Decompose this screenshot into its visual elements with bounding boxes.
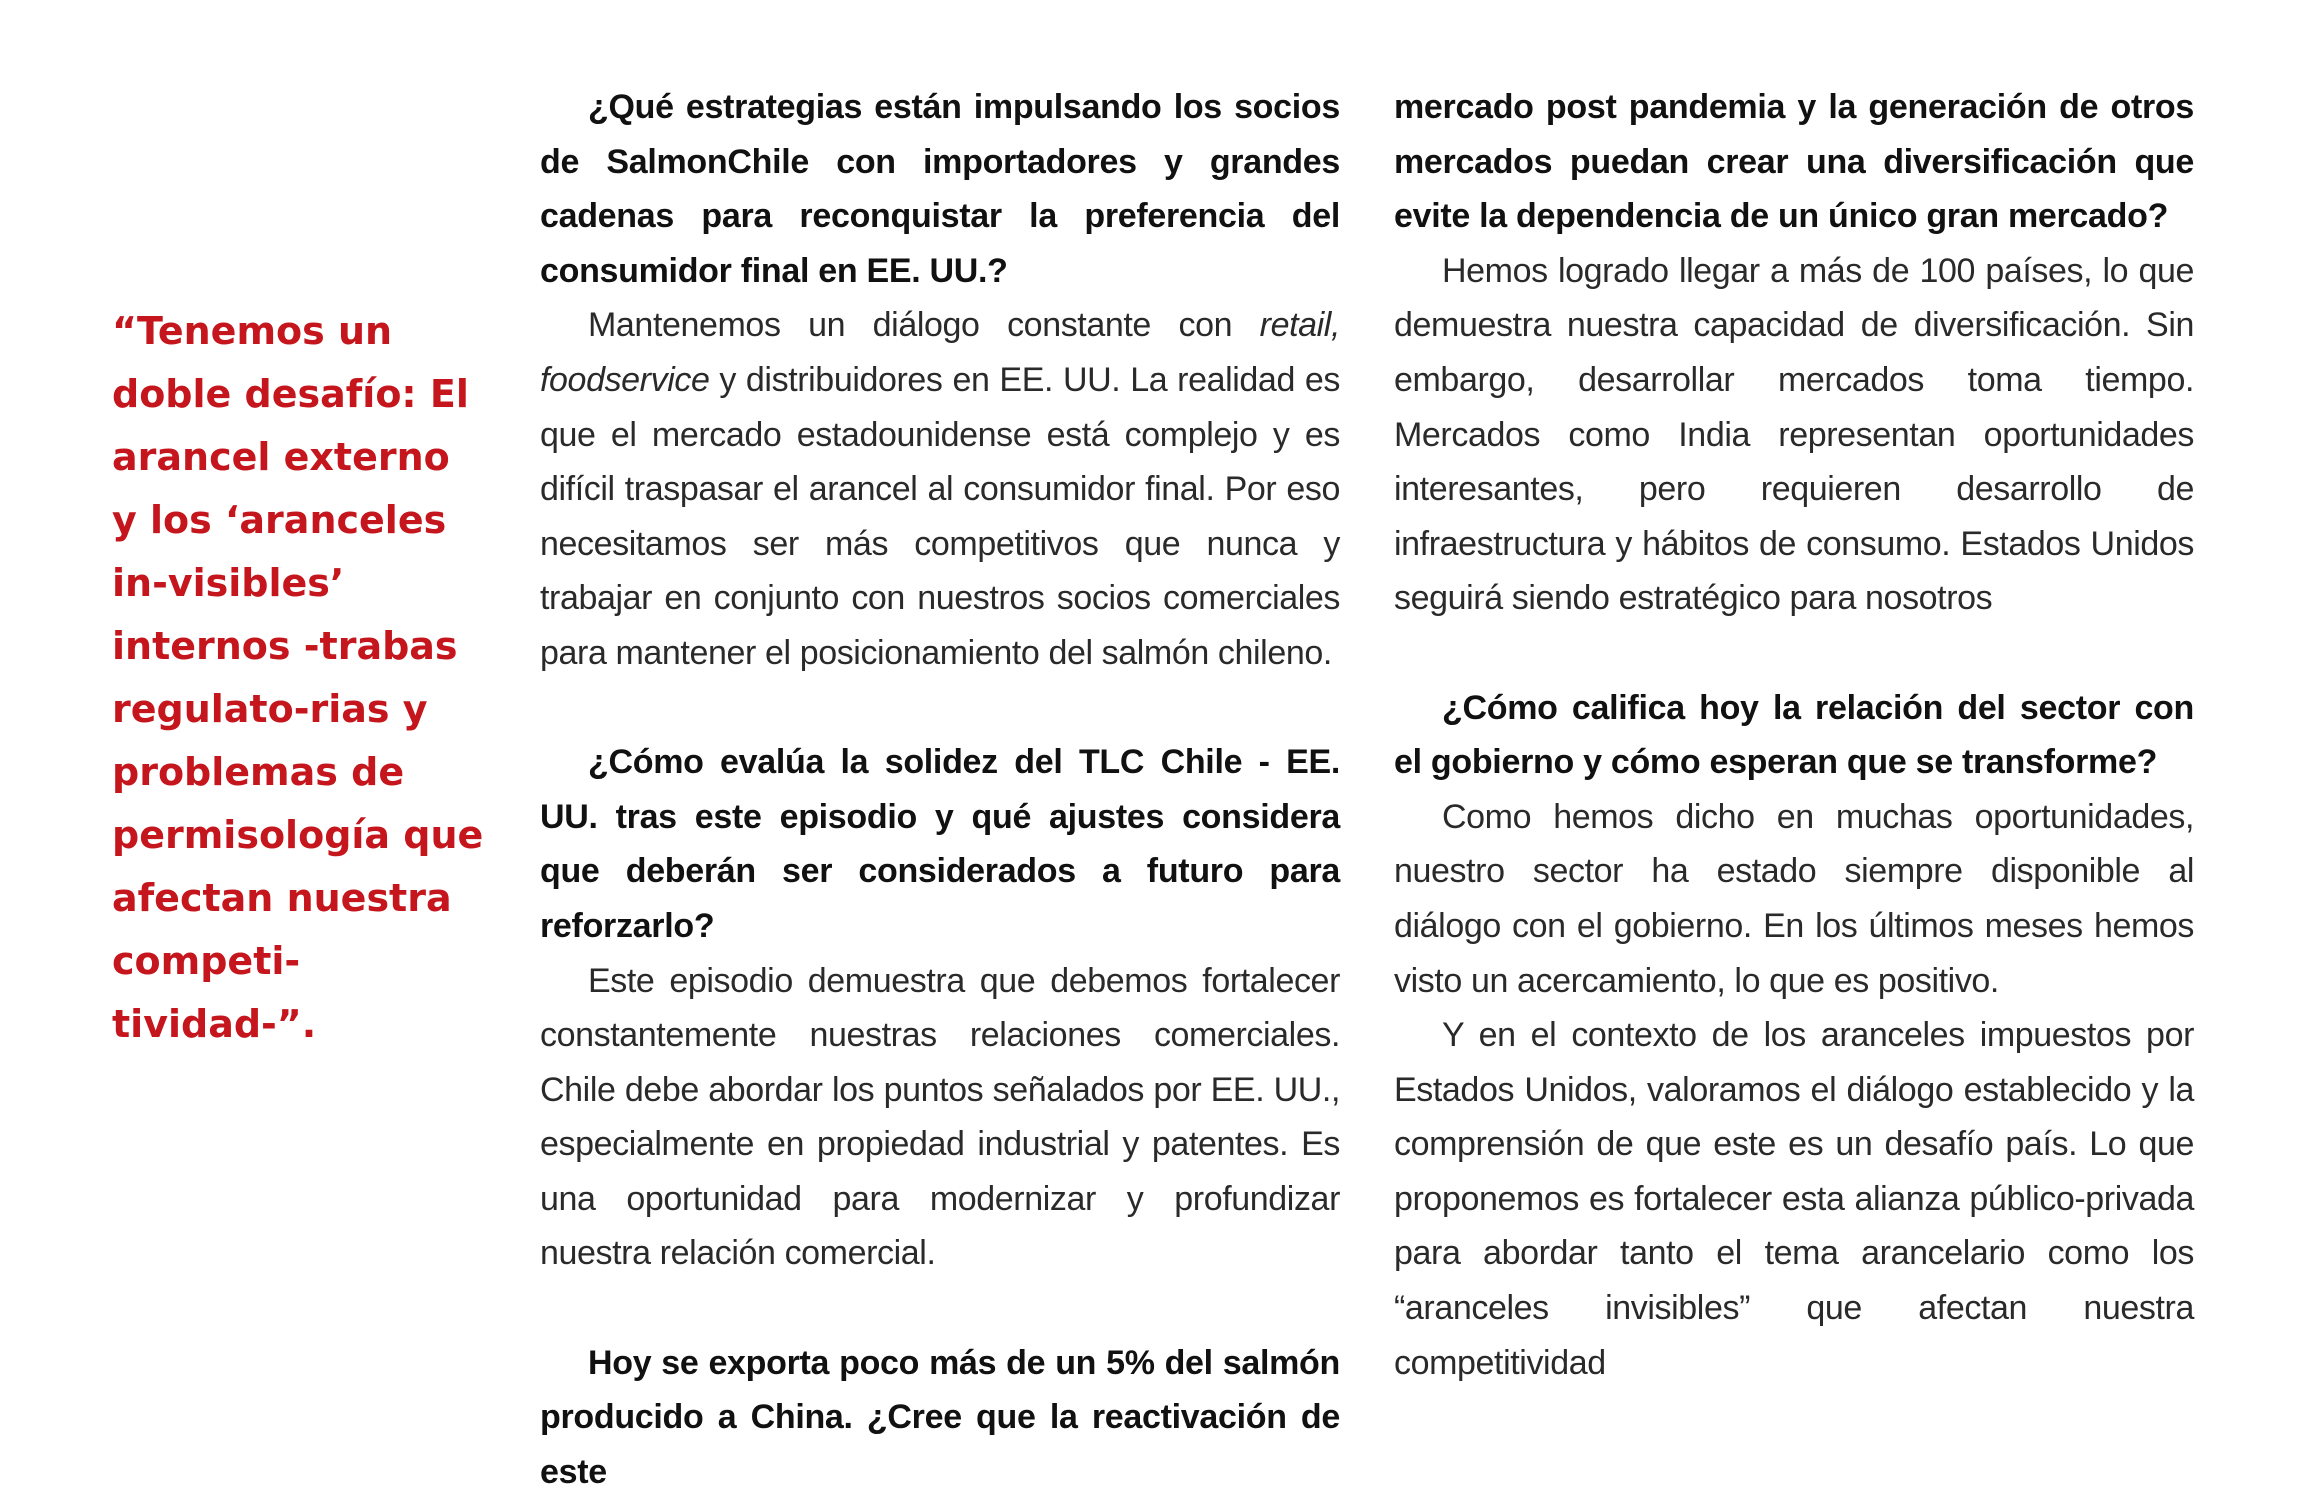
answer-tlc: Este episodio demuestra que debemos fortalecer constantemente nuestras relaciones comerciales. Chile debe abordar los puntos señalados por EE. UU., especialmente en propiedad industrial y patentes. Es una oportunidad para modernizar y profundizar nuestra relación comercial. (540, 961, 1340, 1273)
paragraph-gap (1394, 626, 2194, 681)
question-tlc: ¿Cómo evalúa la solidez del TLC Chile - EE. UU. tras este episodio y qué ajustes considera que deberán ser considerados a futuro para reforzarlo? (540, 743, 1340, 945)
paragraph-gap (540, 1281, 1340, 1336)
answer-strategies (540, 298, 1340, 680)
pull-quote: “Tenemos un doble desafío: El arancel externo y los ‘aranceles in-visibles’ internos -trabas regulato-rias y problemas de permisología que afectan nuestra competi-tividad-”. (112, 309, 484, 1046)
paragraph-gap (540, 681, 1340, 736)
answer-strategies-emphasis: retail, foodservice (540, 306, 1340, 399)
answer-strategies-start: Mantenemos un diálogo constante con (588, 306, 1260, 345)
article-column-left (540, 80, 1340, 1499)
question-strategies: ¿Qué estrategias están impulsando los socios de SalmonChile con importadores y grandes cadenas para reconquistar la preferencia del consumidor final en EE. UU.? (540, 88, 1340, 290)
question-government: ¿Cómo califica hoy la relación del sector con el gobierno y cómo esperan que se transforme? (1394, 688, 2194, 782)
question-china-end: mercado post pandemia y la generación de otros mercados puedan crear una diversificación que evite la dependencia de un único gran mercado? (1394, 88, 2194, 236)
article-column-right (1394, 80, 2194, 1390)
answer-government-2: Y en el contexto de los aranceles impuestos por Estados Unidos, valoramos el diálogo establecido y la comprensión de que este es un desafío país. Lo que proponemos es fortalecer esta alianza público-privada para abordar tanto el tema arancelario como los “aranceles invisibles” que afectan nuestra competitividad (1394, 1016, 2194, 1382)
question-china-start: Hoy se exporta poco más de un 5% del salmón producido a China. ¿Cree que la reactivación de este (540, 1343, 1340, 1491)
answer-strategies-end: y distribuidores en EE. UU. La realidad es que el mercado estadounidense está complejo y es difícil traspasar el arancel al consumidor final. Por eso necesitamos ser más competitivos que nunca y trabajar en conjunto con nuestros socios comerciales para mantener el posicionamiento del salmón chileno. (540, 360, 1340, 672)
answer-government-1: Como hemos dicho en muchas oportunidades, nuestro sector ha estado siempre disponible al diálogo con el gobierno. En los últimos meses hemos visto un acercamiento, lo que es positivo. (1394, 797, 2194, 1000)
answer-china: Hemos logrado llegar a más de 100 países, lo que demuestra nuestra capacidad de diversificación. Sin embargo, desarrollar mercados toma tiempo. Mercados como India representan oportunidades interesantes, pero requieren desarrollo de infraestructura y hábitos de consumo. Estados Unidos seguirá siendo estratégico para nosotros (1394, 251, 2194, 618)
